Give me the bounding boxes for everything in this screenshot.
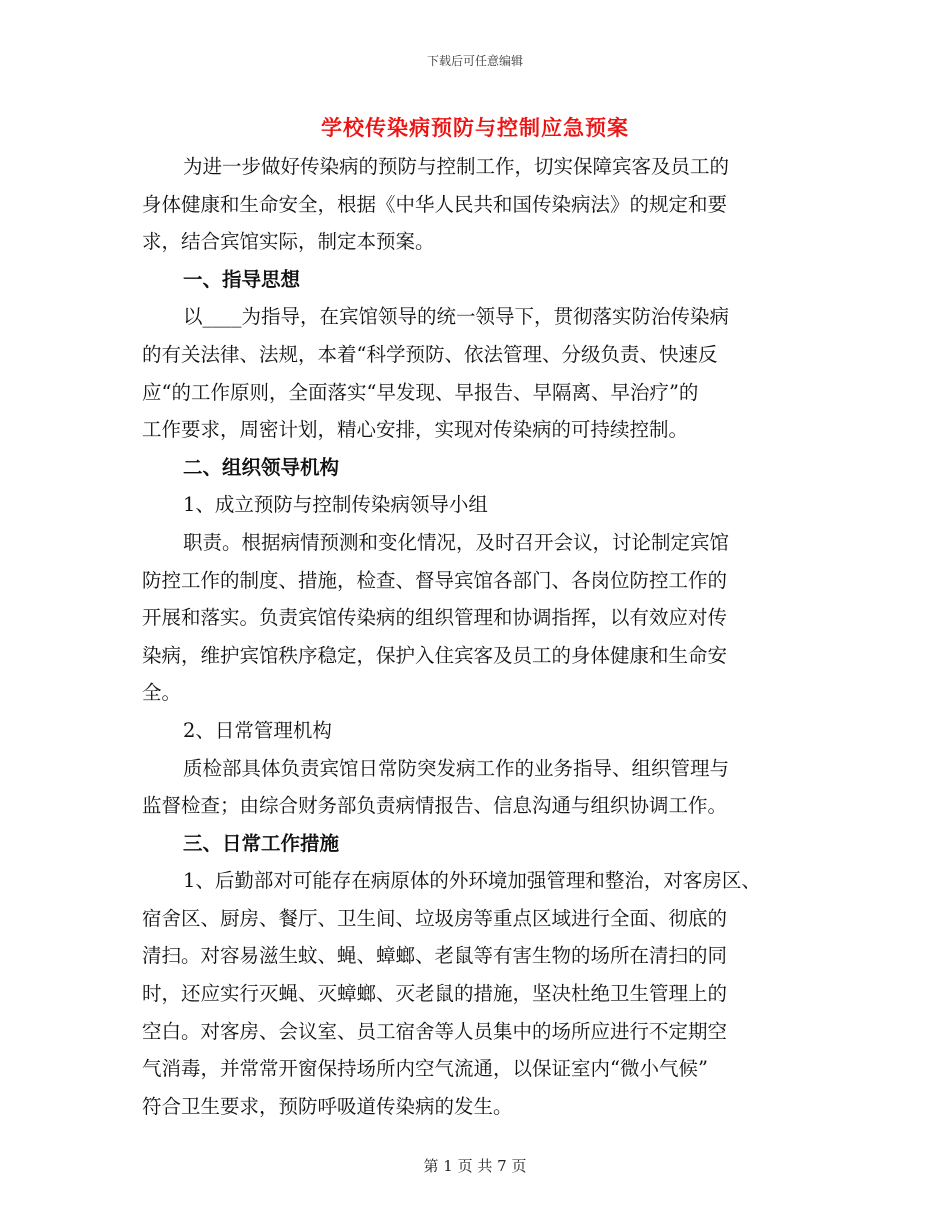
- document-title: 学校传染病预防与控制应急预案: [321, 115, 629, 140]
- page-number-footer: 第 1 页 共 7 页: [423, 1157, 527, 1175]
- paragraph-line: 以____为指导，在宾馆领导的统一领导下，贯彻落实防治传染病: [183, 305, 730, 329]
- paragraph-line: 的有关法律、法规，本着“科学预防、依法管理、分级负责、快速反: [142, 342, 718, 366]
- paragraph-line: 质检部具体负责宾馆日常防突发病工作的业务指导、组织管理与: [183, 756, 730, 780]
- section-heading-guiding-ideology: 一、指导思想: [183, 267, 301, 291]
- paragraph-line: 气消毒，并常常开窗保持场所内空气流通，以保证室内“微小气候”: [142, 1057, 708, 1081]
- paragraph-line: 全。: [142, 681, 182, 705]
- paragraph-line: 应“的工作原则，全面落实“早发现、早报告、早隔离、早治疗”的: [142, 380, 699, 404]
- section-heading-daily-measures: 三、日常工作措施: [183, 831, 340, 855]
- paragraph-line: 染病，维护宾馆秩序稳定，保护入住宾客及员工的身体健康和生命安: [142, 643, 728, 667]
- paragraph-line: 防控工作的制度、措施，检查、督导宾馆各部门、各岗位防控工作的: [142, 568, 728, 592]
- section-heading-organization: 二、组织领导机构: [183, 455, 340, 479]
- subsection-heading-leading-group: 1、成立预防与控制传染病领导小组: [183, 493, 488, 517]
- paragraph-line: 为进一步做好传染病的预防与控制工作，切实保障宾客及员工的: [183, 155, 730, 178]
- paragraph-line: 时，还应实行灭蝇、灭蟑螂、灭老鼠的措施，坚决杜绝卫生管理上的: [142, 982, 728, 1006]
- paragraph-line: 工作要求，周密计划，精心安排，实现对传染病的可持续控制。: [142, 418, 689, 442]
- subsection-heading-daily-management: 2、日常管理机构: [183, 718, 332, 742]
- document-body: [142, 148, 822, 1125]
- paragraph-line: 求，结合宾馆实际，制定本预案。: [142, 230, 435, 254]
- paragraph-line: 1、后勤部对可能存在病原体的外环境加强管理和整治，对客房区、: [183, 869, 761, 893]
- page-header-note: 下载后可任意编辑: [426, 54, 523, 68]
- paragraph-line: 开展和落实。负责宾馆传染病的组织管理和协调指挥，以有效应对传: [142, 606, 728, 630]
- paragraph-line: 宿舍区、厨房、餐厅、卫生间、垃圾房等重点区域进行全面、彻底的: [142, 906, 728, 930]
- paragraph-line: 身体健康和生命安全，根据《中华人民共和国传染病法》的规定和要: [142, 192, 728, 216]
- paragraph-line: 空白。对客房、会议室、员工宿舍等人员集中的场所应进行不定期空: [142, 1019, 728, 1043]
- paragraph-line: 清扫。对容易滋生蚊、蝇、蟑螂、老鼠等有害生物的场所在清扫的同: [142, 944, 728, 968]
- paragraph-line: 符合卫生要求，预防呼吸道传染病的发生。: [142, 1094, 513, 1118]
- paragraph-line: 监督检查；由综合财务部负责病情报告、信息沟通与组织协调工作。: [142, 794, 728, 818]
- paragraph-line: 职责。根据病情预测和变化情况，及时召开会议，讨论制定宾馆: [183, 530, 730, 554]
